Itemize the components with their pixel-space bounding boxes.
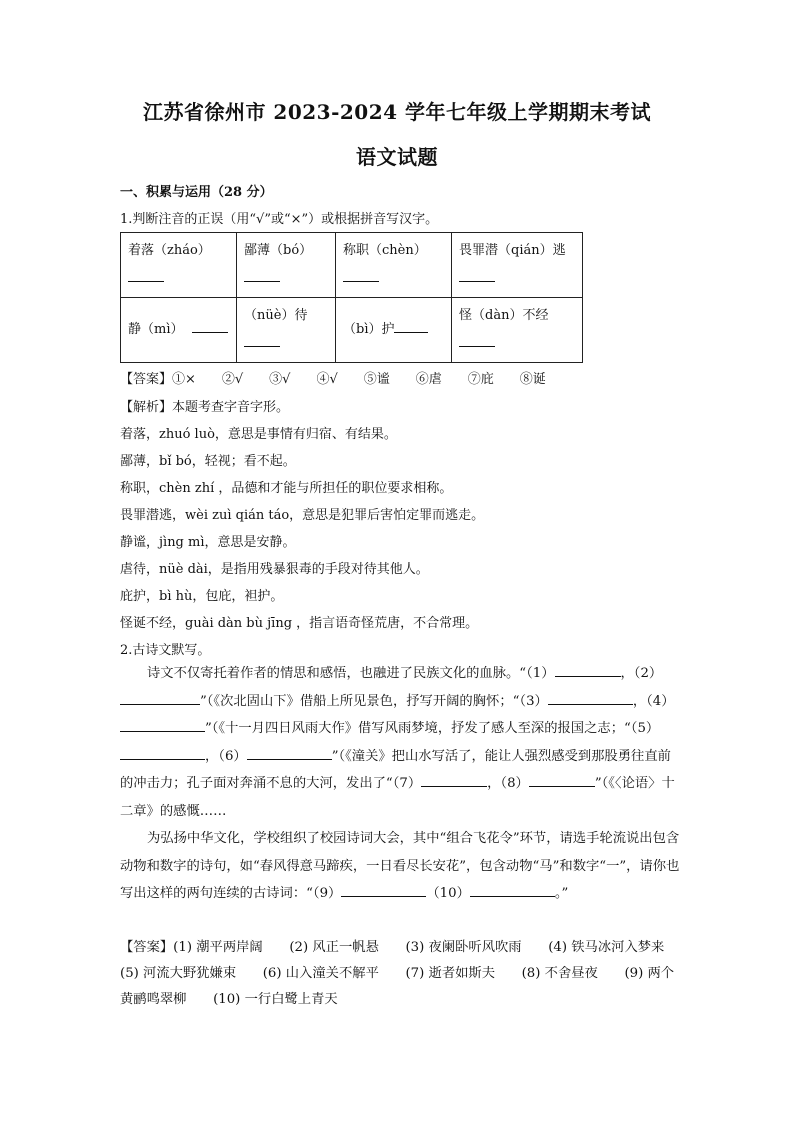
answer-blank[interactable] (120, 691, 200, 705)
para-text: 为弘扬中华文化，学校组织了校园诗词大会，其中“组合飞花令”环节，请选手轮流说出包含动物和数字的诗句，如“春风得意马蹄疾，一日看尽长安花”，包含动物“马”和数字“一”，请你也写出这样的两句连续的古诗词：“（9） (120, 831, 680, 901)
answer-blank[interactable] (459, 268, 495, 282)
answer-blank[interactable] (192, 319, 228, 333)
para-text: ，（6） (205, 748, 247, 764)
analysis-line: 静谧，jìng mì，意思是安静。 (120, 535, 296, 550)
para-text: ”（《潼关》把山水写活了，能让人强烈感受到那股勇往直前的冲击力；孔子面对奔涌不息的大河，发出了“（7） (120, 748, 671, 791)
analysis-line: 虐待，nüè dài，是指用残暴狠毒的手段对待其他人。 (120, 562, 429, 577)
para-text: ，（8） (487, 776, 529, 791)
answer-blank[interactable] (244, 333, 280, 347)
cell-text: 称职（chèn） (343, 243, 427, 258)
cell-text: （bì）护 (343, 322, 395, 337)
cell-text: 鄙薄（bó） (244, 243, 313, 258)
answer-blank[interactable] (244, 268, 280, 282)
question-1: 1.判断注音的正误（用“√”或“×”）或根据拼音写汉字。 (120, 212, 439, 227)
table-cell (452, 233, 583, 298)
answer-blank[interactable] (341, 883, 426, 897)
answer-2: 【答案】(1) 潮平两岸阔 (2) 风正一帆悬 (3) 夜阑卧听风吹雨 (4) 铁马冰河入梦来 (5) 河流大野犹嫌束 (6) 山入潼关不解平 (7) 逝者如斯夫 (8) 不舍昼夜 (9) 两个黄鹂鸣翠柳 (10) 一行白鹭上青天 (120, 940, 691, 1007)
analysis-line: 称职，chèn zhí ，品德和才能与所担任的职位要求相称。 (120, 481, 453, 496)
answer-blank[interactable] (421, 773, 487, 787)
answer-blank[interactable] (120, 746, 205, 760)
table-cell (121, 233, 237, 298)
analysis-line: 鄙薄，bǐ bó，轻视；看不起。 (120, 454, 296, 469)
para-text: ”（《〈论语〉十二章》的感慨…… (120, 776, 675, 819)
poem-paragraph-1 (120, 660, 680, 825)
question-2: 2.古诗文默写。 (120, 643, 211, 658)
cell-text: 畏罪潜（qián）逃 (459, 243, 566, 258)
table-cell (336, 233, 452, 298)
para-text: （2） (633, 666, 663, 681)
answer-blank[interactable] (529, 773, 595, 787)
analysis-line: 庇护，bì hù，包庇，袒护。 (120, 589, 284, 604)
table-cell (452, 298, 583, 363)
table-cell (121, 298, 237, 363)
para-text: ”（《次北固山下》借船上所见景色，抒写开阔的胸怀；“（3） (200, 693, 548, 709)
para-text: ，（4） (632, 693, 675, 709)
analysis-line: 【解析】本题考查字音字形。 (120, 400, 290, 415)
answer-blank[interactable] (470, 883, 555, 897)
cell-text: （nüè）待 (244, 308, 308, 323)
answer-blank[interactable] (555, 663, 621, 677)
answer-blank[interactable] (394, 319, 428, 333)
answer-blank[interactable] (459, 333, 495, 347)
answer-blank[interactable] (247, 746, 332, 760)
para-text: 。” (554, 886, 569, 901)
answer-blank[interactable] (120, 718, 205, 732)
document-subtitle: 语文试题 (356, 145, 438, 169)
para-text: ”（《十一月四日风雨大作》借写风雨梦境，抒发了感人至深的报国之志；“（5） (205, 721, 660, 736)
cell-text: 怪（dàn）不经 (459, 308, 549, 323)
cell-text: 静（mì） (128, 322, 184, 337)
answer-blank[interactable] (343, 268, 379, 282)
table-cell (237, 233, 336, 298)
section-heading: 一、积累与运用（28 分） (120, 185, 273, 200)
answer-blank[interactable] (548, 691, 633, 705)
poem-paragraph-2 (120, 825, 680, 908)
analysis-line: 畏罪潜逃，wèi zuì qián táo，意思是犯罪后害怕定罪而逃走。 (120, 508, 485, 523)
document-title: 江苏省徐州市 2023-2024 学年七年级上学期期末考试 (142, 100, 652, 124)
table-cell (237, 298, 336, 363)
analysis-line: 怪诞不经，guài dàn bù jīng ，指言语奇怪荒唐，不合常理。 (120, 616, 479, 631)
para-text: 诗文不仅寄托着作者的情思和感悟，也融进了民族文化的血脉。“（1） (147, 666, 555, 681)
table-cell (336, 298, 452, 363)
answer-blank[interactable] (128, 268, 164, 282)
answer-1: 【答案】①× ②√ ③√ ④√ ⑤谧 ⑥虐 ⑦庇 ⑧诞 (120, 372, 546, 387)
analysis-line: 着落，zhuó luò，意思是事情有归宿、有结果。 (120, 427, 397, 442)
para-text: ， (620, 666, 634, 681)
cell-text: 着落（zháo） (128, 243, 211, 258)
pinyin-table (120, 232, 583, 363)
para-text: （10） (426, 886, 470, 901)
